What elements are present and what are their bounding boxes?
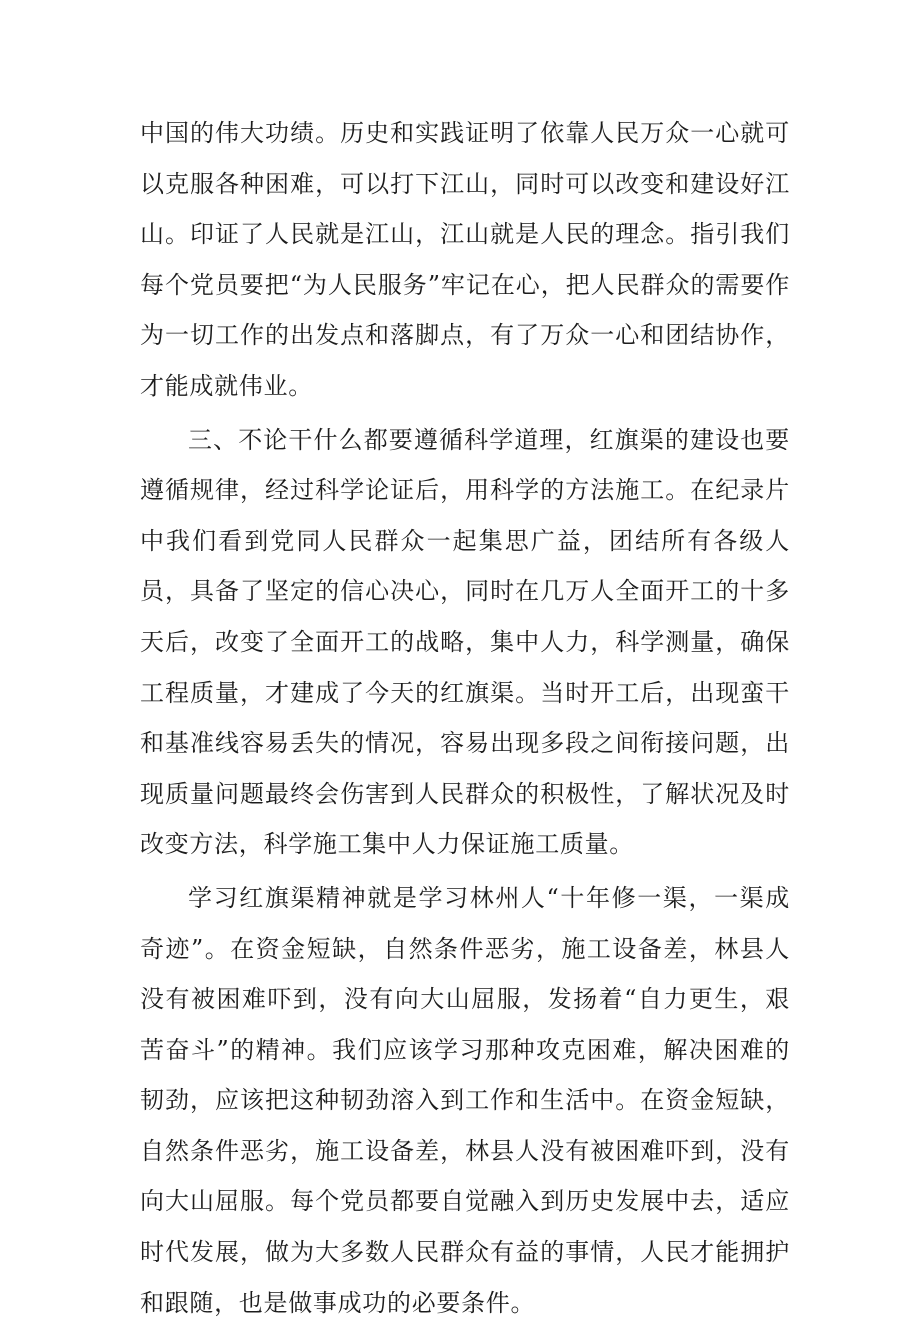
paragraph-section-three: 三、不论干什么都要遵循科学道理，红旗渠的建设也要遵循规律，经过科学论证后，用科学的方法施工。在纪录片中我们看到党同人民群众一起集思广益，团结所有各级人员，具备了坚定的信心决心，同时在几万人全面开工的十多天后，改变了全面开工的战略，集中人力，科学测量，确保工程质量，才建成了今天的红旗渠。当时开工后，出现蛮干和基准线容易丢失的情况，容易出现多段之间衔接问题，出现质量问题最终会伤害到人民群众的积极性，了解状况及时改变方法，科学施工集中人力保证施工质量。 bbox=[140, 425, 790, 859]
document-page bbox=[140, 108, 790, 1328]
paragraph-continuation: 中国的伟大功绩。历史和实践证明了依靠人民万众一心就可以克服各种困难，可以打下江山，同时可以改变和建设好江山。印证了人民就是江山，江山就是人民的理念。指引我们每个党员要把“为人民服务”牢记在心，把人民群众的需要作为一切工作的出发点和落脚点，有了万众一心和团结协作，才能成就伟业。 bbox=[140, 119, 790, 400]
paragraph-hongqiqu-spirit: 学习红旗渠精神就是学习林州人“十年修一渠，一渠成奇迹”。在资金短缺，自然条件恶劣，施工设备差，林县人没有被困难吓到，没有向大山屈服，发扬着“自力更生，艰苦奋斗”的精神。我们应该学习那种攻克困难，解决困难的韧劲，应该把这种韧劲溶入到工作和生活中。在资金短缺，自然条件恶劣，施工设备差，林县人没有被困难吓到，没有向大山屈服。每个党员都要自觉融入到历史发展中去，适应时代发展，做为大多数人民群众有益的事情，人民才能拥护和跟随，也是做事成功的必要条件。 bbox=[140, 883, 790, 1317]
